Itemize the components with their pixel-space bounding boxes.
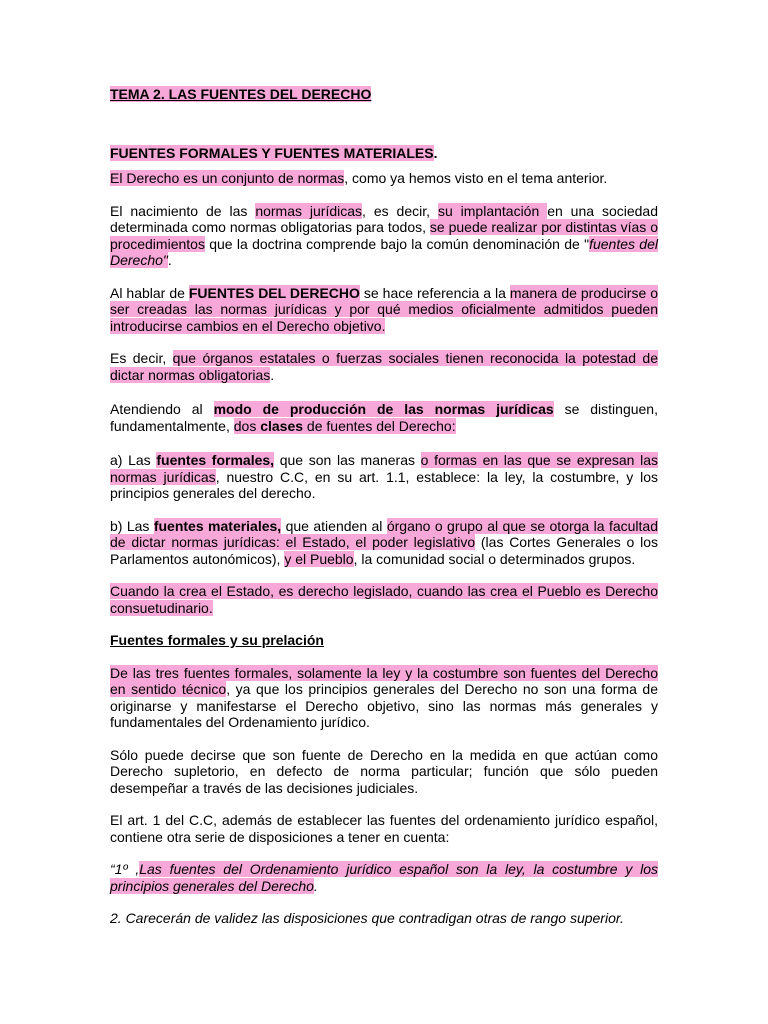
paragraph-text: órgano o grupo al que se otorga la facultad de dictar normas jurídicas: el Estado, el poder legislativo xyxy=(110,517,658,550)
paragraph-text: , como ya hemos visto en el tema anterior. xyxy=(344,170,608,186)
paragraph-text: El art. 1 del C.C, además de establecer las fuentes del ordenamiento jurídico español, contiene otra serie de disposiciones a tener en cuenta: xyxy=(110,812,658,845)
paragraph-3 xyxy=(110,285,658,335)
paragraph-text: fuentes materiales, xyxy=(153,517,282,534)
paragraph-text: se hace referencia a la xyxy=(359,284,510,301)
paragraph-text: en una sociedad determinada como normas obligatorias para todos, xyxy=(110,202,658,235)
paragraph-text: . xyxy=(167,252,172,268)
paragraph-1 xyxy=(110,170,658,187)
paragraph-text: b) Las xyxy=(110,517,154,534)
paragraph-text: a) Las xyxy=(110,452,157,468)
paragraph-text: fuentes formales, xyxy=(156,452,275,468)
paragraph-12 xyxy=(110,861,658,894)
paragraph-text: o formas en las que se expresan las normas jurídicas xyxy=(110,452,658,485)
document-title xyxy=(110,86,658,103)
paragraph-text: su implantación xyxy=(437,202,548,219)
paragraph-text: De las tres fuentes formales, solamente la ley y la costumbre son fuentes del Derecho en sentido técnico xyxy=(110,664,658,697)
section-heading-fuentes-formales-prelacion xyxy=(110,632,658,649)
paragraph-11 xyxy=(110,812,658,845)
paragraph-text: y el Pueblo xyxy=(284,550,354,567)
paragraph-text: , nuestro C.C, en su art. 1.1, establece: la ley, la costumbre, y los principios generales del derecho. xyxy=(110,468,659,501)
paragraph-text: El nacimiento de las xyxy=(110,202,256,219)
paragraph-text: se puede realizar xyxy=(429,219,542,235)
paragraph-text: clases xyxy=(260,417,304,434)
paragraph-text: , es decir, xyxy=(362,202,438,219)
paragraph-5 xyxy=(110,401,658,434)
paragraph-text: . xyxy=(313,877,318,894)
paragraph-text: que son las maneras xyxy=(274,452,421,468)
section-heading-text: FUENTES FORMALES Y FUENTES MATERIALES xyxy=(110,144,434,161)
paragraph-text: que órganos estatales o fuerzas sociales tienen reconocida la potestad de dictar normas obligatorias xyxy=(110,350,658,383)
paragraph-text: Cuando la crea el Estado, es derecho legislado, cuando las crea el Pueblo es Derecho consuetudinario. xyxy=(110,583,658,616)
paragraph-text: que la doctrina comprende bajo la común denominación de " xyxy=(204,235,590,252)
paragraph-text: que atienden al xyxy=(281,517,387,534)
title-text: TEMA 2. LAS FUENTES DEL DERECHO xyxy=(110,86,372,102)
paragraph-8 xyxy=(110,583,658,616)
paragraph-text: . xyxy=(270,366,275,383)
paragraph-10 xyxy=(110,747,658,797)
section-heading-fuentes-formales-materiales xyxy=(110,145,658,162)
section-heading-text: Fuentes formales y su prelación xyxy=(110,632,324,648)
paragraph-text: se distinguen, fundamentalmente, xyxy=(110,401,658,434)
paragraph-text: El Derecho es un conjunto de normas xyxy=(110,170,345,186)
paragraph-text: modo de producción de las normas jurídicas xyxy=(213,401,554,417)
paragraph-text: de fuentes del Derecho: xyxy=(303,417,456,434)
paragraph-6 xyxy=(110,452,658,502)
paragraph-text: , la comunidad social o determinados grupos. xyxy=(353,550,636,567)
paragraph-text: Atendiendo al xyxy=(110,401,214,417)
paragraph-text: fuentes del Derecho" xyxy=(110,235,658,268)
paragraph-text: Es decir, xyxy=(110,350,173,366)
paragraph-2 xyxy=(110,203,658,269)
paragraph-text: , ya que los principios generales del Derecho no son una forma de originarse y manifestarse el Derecho objetivo, sino las normas más generales y fundamentales del Ordenamiento jurídico. xyxy=(110,681,658,730)
paragraph-text: 2. Carecerán de validez las disposiciones que contradigan otras de rango superior. xyxy=(110,910,624,926)
paragraph-text: Las fuentes del Ordenamiento jurídico español son la ley, la costumbre y los principios generales del Derecho xyxy=(110,861,658,894)
paragraph-7 xyxy=(110,518,658,568)
paragraph-text: manera de producirse o ser creadas las normas jurídicas y por qué medios oficialmente admitidos pueden introducirse cambios en el Derecho objetivo. xyxy=(110,284,658,334)
paragraph-text: “1º , xyxy=(110,861,140,877)
paragraph-text: FUENTES DEL DERECHO xyxy=(188,284,360,301)
paragraph-4 xyxy=(110,350,658,383)
paragraph-text: dos xyxy=(233,417,261,434)
paragraph-text: (las Cortes Generales o los Parlamentos autonómicos), xyxy=(110,534,658,567)
paragraph-13 xyxy=(110,910,658,927)
paragraph-text: Sólo puede decirse que son fuente de Derecho en la medida en que actúan como Derecho supletorio, en defecto de norma particular; función que sólo pueden desempeñar a través de las decisiones judiciales. xyxy=(110,746,658,796)
section-heading-dot: . xyxy=(433,144,438,161)
paragraph-text: normas jurídicas xyxy=(255,202,363,219)
paragraph-text: por distintas vías o procedimientos xyxy=(110,219,658,252)
paragraph-text: Al hablar de xyxy=(110,284,189,301)
paragraph-9 xyxy=(110,665,658,731)
